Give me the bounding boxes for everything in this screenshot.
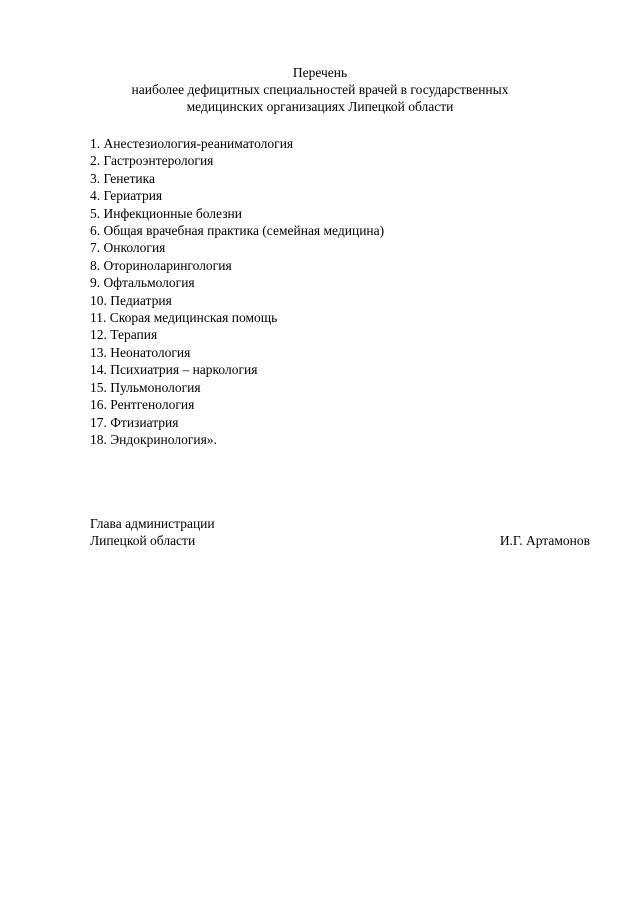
signatory-position-line-1: Глава администрации [90,516,215,531]
list-item: 10. Педиатрия [90,292,172,308]
title-line-1: Перечень [292,65,348,80]
signatory-name: И.Г. Артамонов [499,533,590,548]
list-item: 18. Эндокринология». [90,431,217,447]
list-item: 14. Психиатрия – наркология [90,362,258,378]
list-item: 9. Офтальмология [90,275,195,291]
list-item: 1. Анестезиология-реаниматология [90,136,294,151]
list-item: 17. Фтизиатрия [90,414,179,430]
signatory-position-line-2: Липецкой области [90,533,196,548]
list-item: 3. Генетика [90,170,155,186]
list-item: 6. Общая врачебная практика (семейная медицина) [90,223,385,239]
list-item: 16. Рентгенология [90,397,195,413]
list-item: 5. Инфекционные болезни [90,205,242,221]
specialty-list [90,135,384,448]
title-line-2: наиболее дефицитных специальностей врачей в государственных [131,82,509,97]
list-item: 7. Онкология [90,240,166,256]
list-item: 15. Пульмонология [90,379,201,395]
list-item: 4. Гериатрия [90,188,163,204]
list-item: 2. Гастроэнтерология [90,153,214,169]
list-item: 12. Терапия [90,327,158,343]
list-item: 11. Скорая медицинская помощь [90,310,278,326]
document-title [0,64,640,115]
signature-block [90,515,590,549]
title-line-3: медицинских организациях Липецкой области [186,99,454,114]
list-item: 13. Неонатология [90,344,191,360]
signature-row [90,532,590,549]
list-item: 8. Оториноларингология [90,257,232,273]
